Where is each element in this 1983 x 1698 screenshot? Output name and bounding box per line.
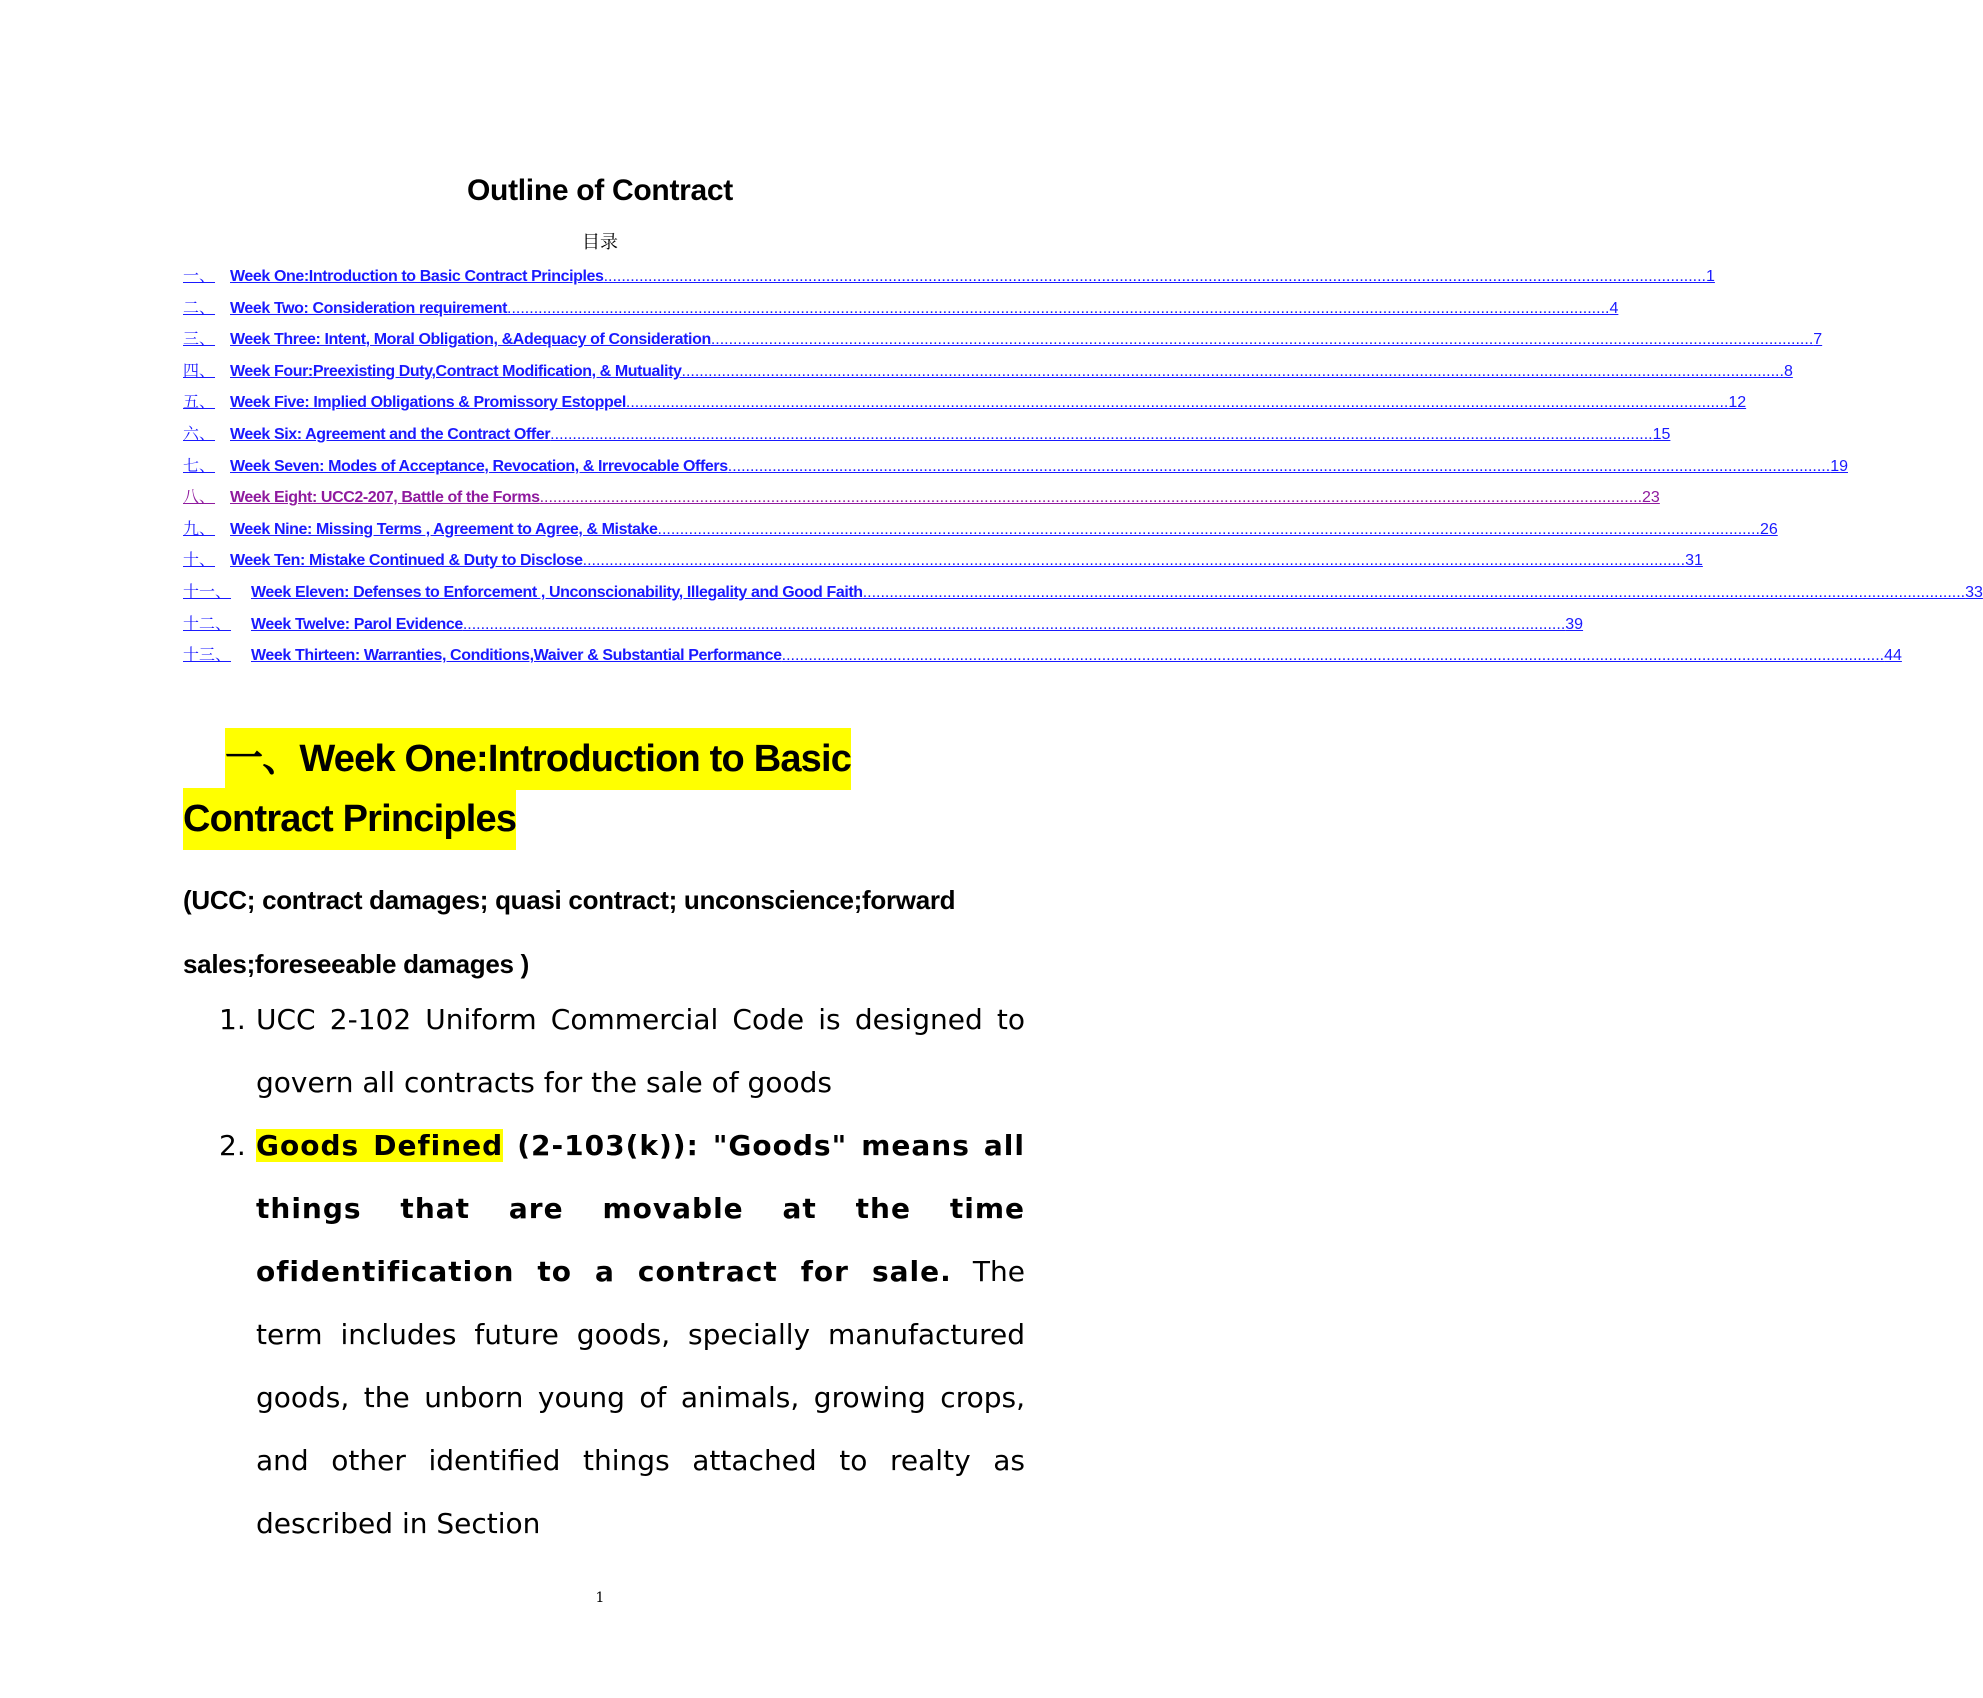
list-item-number: 1. (219, 1003, 246, 1036)
page-number: 1 (595, 1590, 605, 1606)
section-heading-line-1: 一、Week One:Introduction to Basic (225, 728, 851, 790)
toc-entry-title: Week Twelve: Parol Evidence (251, 615, 463, 633)
toc-leader-dots (463, 609, 1565, 641)
toc-entry-page: 1 (1706, 268, 1715, 285)
section-heading-line-2: Contract Principles (183, 788, 516, 850)
toc-entry-number: 六、 (183, 425, 216, 443)
toc-entry-number: 十二、 (183, 615, 232, 633)
toc-heading: 目录 (582, 232, 618, 253)
toc-entry-title: Week Three: Intent, Moral Obligation, &Adequacy of Consideration (230, 331, 711, 349)
toc-entry-page: 8 (1783, 362, 1793, 380)
toc-entry-page: 7 (1813, 331, 1823, 349)
toc-leader-dots (658, 514, 1760, 546)
toc-entry-6[interactable] (183, 419, 1671, 451)
toc-entry-number: 四、 (183, 362, 216, 380)
document-title: Outline of Contract (467, 174, 733, 207)
toc-leader-dots (507, 293, 1609, 325)
section-keywords: (UCC; contract damages; quasi contract; unconscience;forward sales;foreseeable damages ) (183, 885, 956, 979)
toc-leader-dots (583, 545, 1685, 577)
toc-leader-dots (711, 324, 1813, 356)
toc-entry-number: 三、 (183, 331, 216, 349)
goods-defined-term: Goods Defined (256, 1129, 504, 1162)
toc-leader-dots (863, 577, 1965, 609)
toc-entry-title: Week Thirteen: Warranties, Conditions,Waiver & Substantial Performance (251, 647, 782, 665)
toc-entry-title: Week Four:Preexisting Duty,Contract Modification, & Mutuality (230, 362, 682, 380)
toc-entry-page: 23 (1642, 489, 1660, 507)
toc-entry-number: 七、 (183, 457, 216, 475)
toc-entry-page: 44 (1884, 647, 1902, 665)
toc-entry-page: 4 (1609, 299, 1619, 317)
toc-entry-title: Week One:Introduction to Basic Contract Principles (230, 268, 604, 285)
toc-leader-dots (550, 419, 1652, 451)
toc-entry-7[interactable] (183, 451, 1848, 483)
toc-entry-page: 39 (1565, 615, 1584, 633)
toc-entry-number: 一、 (183, 268, 216, 285)
list-item-text: UCC 2-102 Uniform Commercial Code is designed to govern all contracts for the sale of goods (256, 1003, 1025, 1099)
toc-entry-2[interactable] (183, 293, 1619, 325)
toc-entry-number: 八、 (183, 489, 216, 507)
toc-entry-10[interactable] (183, 545, 1703, 577)
toc-entry-page: 19 (1830, 457, 1848, 475)
toc-entry-number: 十三、 (183, 647, 232, 665)
toc-entry-page: 26 (1759, 520, 1778, 538)
table-of-contents (183, 261, 1983, 672)
toc-entry-number: 九、 (183, 520, 216, 538)
toc-leader-dots (540, 482, 1642, 514)
goods-definition-bold: (2-103(k)): "Goods" means all things that are movable at the time ofidentification to a contract for sale. (256, 1129, 1026, 1288)
toc-entry-number: 五、 (183, 394, 216, 412)
toc-entry-page: 33 (1965, 583, 1983, 601)
toc-entry-title: Week Ten: Mistake Continued & Duty to Disclose (230, 552, 583, 570)
toc-entry-11[interactable] (183, 577, 1983, 609)
goods-definition-text: The term includes future goods, specially manufactured goods, the unborn young of animals, growing crops, and other identified things attached to realty as described in Section (256, 1255, 1025, 1540)
toc-entry-title: Week Nine: Missing Terms , Agreement to Agree, & Mistake (230, 520, 658, 538)
toc-entry-number: 十一、 (183, 583, 232, 601)
numbered-list (183, 988, 1025, 1555)
toc-entry-title: Week Six: Agreement and the Contract Offer (230, 425, 551, 443)
toc-entry-1[interactable] (183, 261, 1715, 293)
toc-entry-number: 十、 (183, 552, 216, 570)
toc-leader-dots (626, 387, 1728, 419)
toc-entry-number: 二、 (183, 299, 216, 317)
toc-entry-5[interactable] (183, 387, 1747, 419)
list-item (183, 988, 1025, 1114)
toc-entry-title: Week Two: Consideration requirement (230, 299, 508, 317)
toc-leader-dots (604, 261, 1706, 293)
toc-entry-page: 31 (1685, 552, 1703, 570)
toc-leader-dots (682, 356, 1784, 388)
list-item-number: 2. (219, 1129, 246, 1162)
toc-entry-4[interactable] (183, 356, 1793, 388)
toc-entry-3[interactable] (183, 324, 1823, 356)
toc-leader-dots (728, 451, 1830, 483)
toc-entry-8[interactable] (183, 482, 1660, 514)
toc-entry-title: Week Seven: Modes of Acceptance, Revocation, & Irrevocable Offers (230, 457, 728, 475)
toc-entry-page: 12 (1728, 394, 1747, 412)
toc-entry-9[interactable] (183, 514, 1778, 546)
list-item (183, 1114, 1025, 1555)
toc-entry-12[interactable] (183, 609, 1584, 641)
toc-leader-dots (782, 640, 1884, 672)
toc-entry-page: 15 (1652, 425, 1671, 443)
toc-entry-title: Week Eleven: Defenses to Enforcement , Unconscionability, Illegality and Good Faith (251, 583, 863, 601)
toc-entry-title: Week Eight: UCC2-207, Battle of the Forms (230, 489, 540, 507)
toc-entry-13[interactable] (183, 640, 1902, 672)
toc-entry-title: Week Five: Implied Obligations & Promissory Estoppel (230, 394, 626, 412)
